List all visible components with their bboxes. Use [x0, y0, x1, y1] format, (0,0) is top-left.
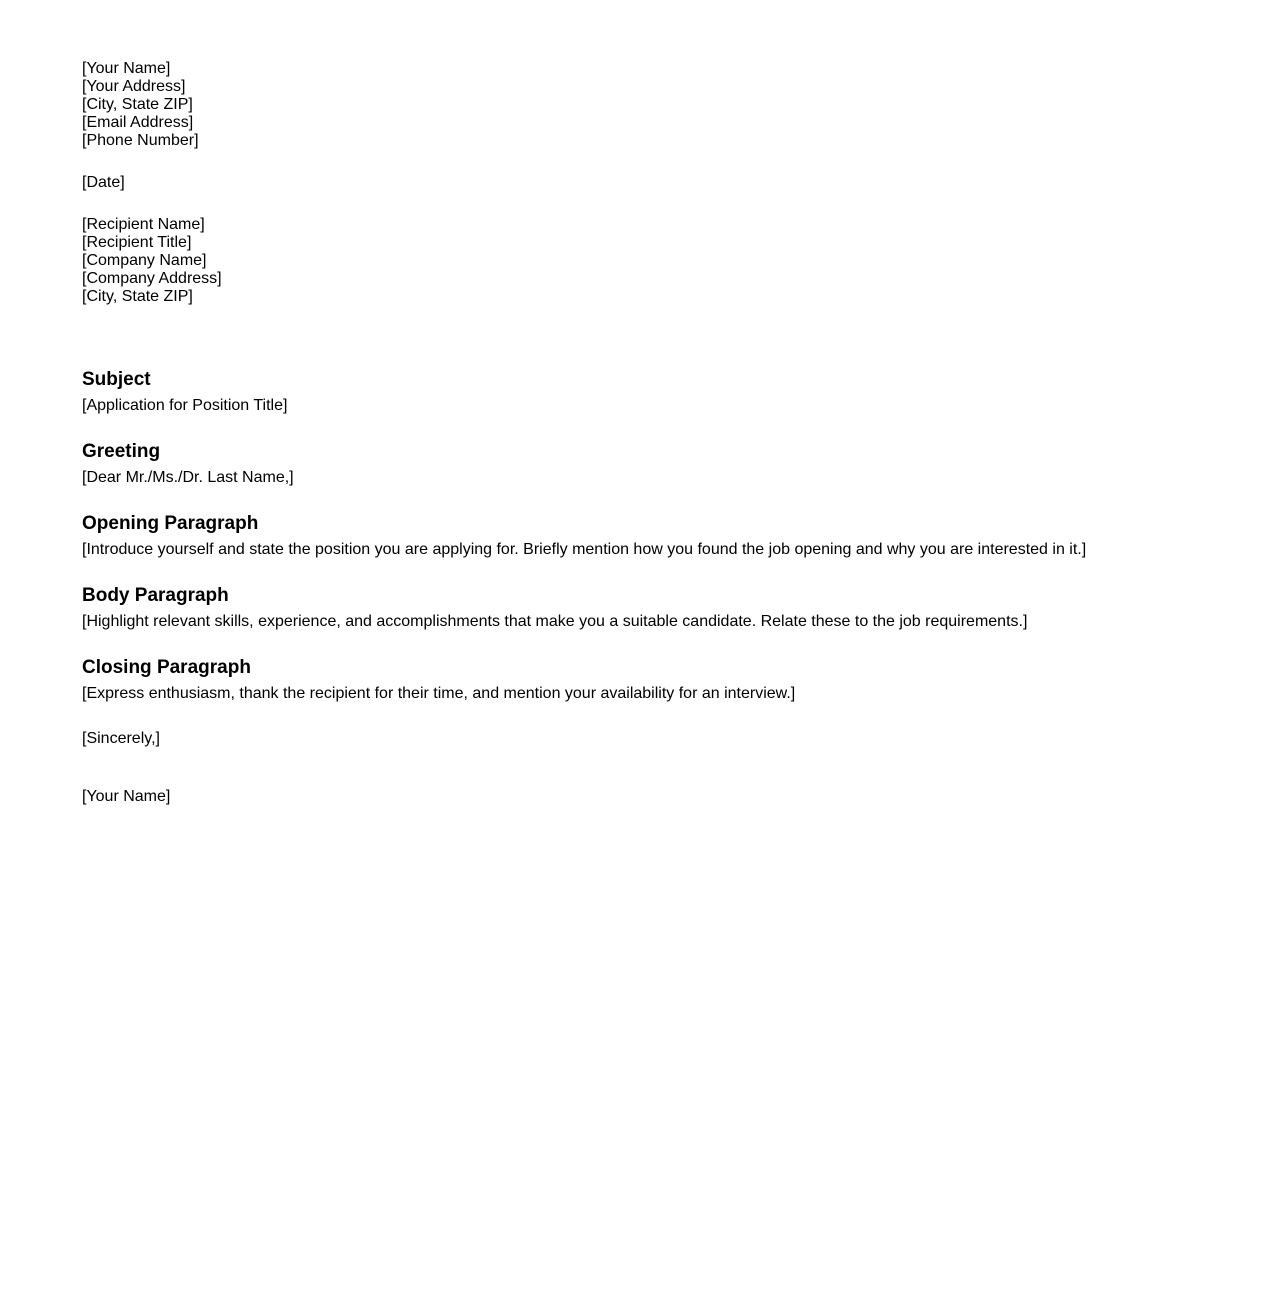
sender-email: [Email Address] — [82, 114, 194, 131]
greeting-section — [82, 441, 294, 487]
greeting-text: [Dear Mr./Ms./Dr. Last Name,] — [82, 469, 294, 486]
signoff — [82, 730, 160, 748]
sender-name: [Your Name] — [82, 60, 171, 77]
opening-paragraph-heading: Opening Paragraph — [82, 513, 259, 534]
signoff-text: [Sincerely,] — [82, 730, 160, 747]
body-paragraph-heading: Body Paragraph — [82, 585, 229, 606]
recipient-address: [Company Address] — [82, 270, 222, 287]
sender-address: [Your Address] — [82, 78, 186, 95]
closing-paragraph-section — [82, 657, 795, 703]
body-paragraph-section — [82, 585, 1027, 631]
opening-paragraph-text: [Introduce yourself and state the position you are applying for. Briefly mention how you found the job opening and why you are interested in it.] — [82, 541, 1087, 558]
greeting-heading: Greeting — [82, 441, 161, 462]
body-paragraph-text: [Highlight relevant skills, experience, and accomplishments that make you a suitable candidate. Relate these to the job requirements.] — [82, 613, 1028, 630]
recipient-title: [Recipient Title] — [82, 234, 192, 251]
date-text: [Date] — [82, 174, 125, 191]
closing-paragraph-text: [Express enthusiasm, thank the recipient for their time, and mention your availability for an interview.] — [82, 685, 796, 702]
closing-paragraph-heading: Closing Paragraph — [82, 657, 251, 678]
signature — [82, 788, 170, 806]
recipient-city-state-zip: [City, State ZIP] — [82, 288, 193, 305]
sender-block — [82, 60, 199, 150]
signature-name: [Your Name] — [82, 788, 171, 805]
sender-city-state-zip: [City, State ZIP] — [82, 96, 193, 113]
recipient-block — [82, 216, 222, 306]
subject-text: [Application for Position Title] — [82, 397, 288, 414]
subject-heading: Subject — [82, 369, 151, 390]
subject-section — [82, 369, 287, 415]
letter-date — [82, 174, 125, 192]
sender-phone: [Phone Number] — [82, 132, 199, 149]
recipient-name: [Recipient Name] — [82, 216, 205, 233]
recipient-company: [Company Name] — [82, 252, 207, 269]
opening-paragraph-section — [82, 513, 1086, 559]
